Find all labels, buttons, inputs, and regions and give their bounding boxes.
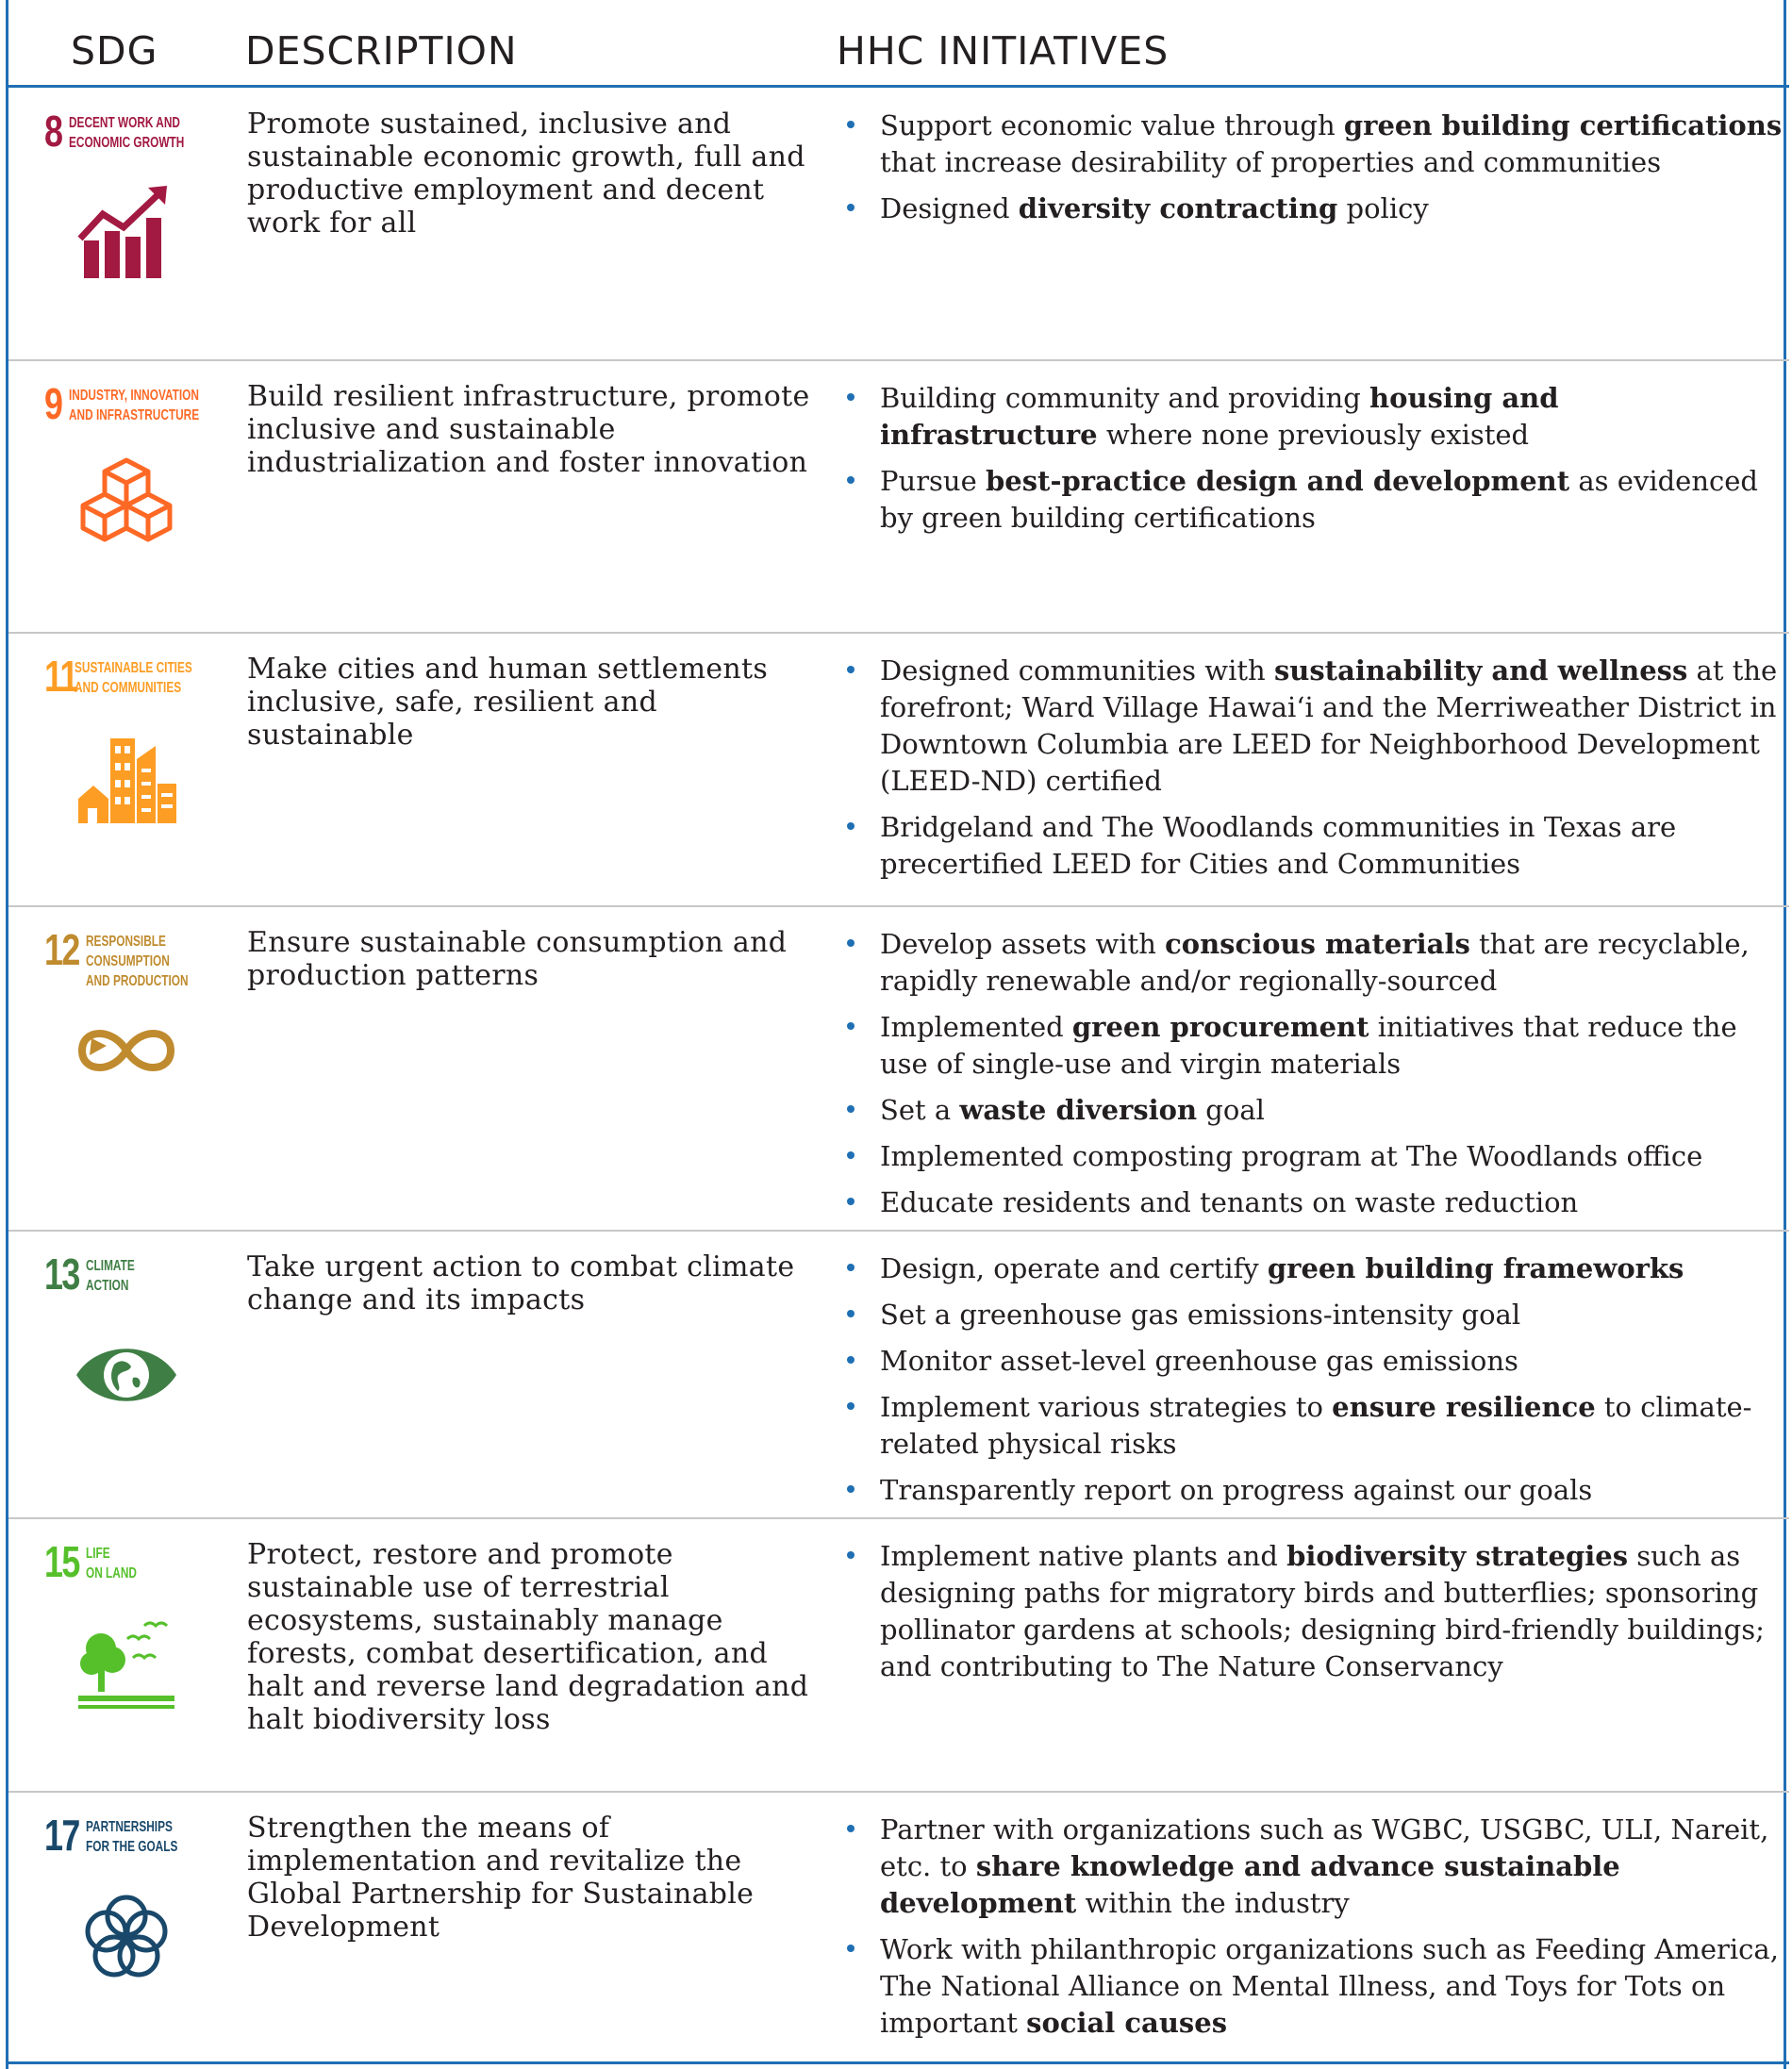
sdg-label-line: AND COMMUNITIES: [75, 680, 182, 696]
table-row: [8, 1232, 1789, 1519]
table-row: [8, 1793, 1789, 2064]
sdg-12-icon: [44, 925, 205, 1117]
initiatives-list: [842, 1250, 1785, 1518]
initiatives-list: [842, 108, 1785, 237]
sdg-label: [75, 658, 192, 698]
initiative-bullet: [842, 1092, 1785, 1129]
bullet-text: Transparently report on progress against our goals: [880, 1474, 1593, 1506]
header-description: DESCRIPTION: [245, 28, 518, 74]
sdg-label-line: AND PRODUCTION: [86, 973, 189, 989]
table-row: [8, 907, 1789, 1232]
sdg-number: 12: [44, 925, 79, 974]
initiatives-list: [842, 653, 1785, 892]
sdg-label: [69, 386, 199, 425]
sdg-description: Take urgent action to combat climate change and its impacts: [247, 1250, 795, 1316]
initiative-bullet: [842, 1184, 1785, 1221]
sdg-number: 8: [44, 107, 62, 156]
bullet-text: Set a: [880, 1094, 960, 1126]
initiative-bullet: [842, 190, 1785, 227]
bullet-text: Partner with organizations such as WGBC, USGBC, ULI, Nareit, etc. to: [880, 1813, 1769, 1882]
bullet-text: such as designing paths for migratory birds and butterflies; sponsoring pollinator gardens at schools; designing bird-friendly buildings; and contributing to The Nature Conservancy: [880, 1540, 1765, 1682]
bullet-emphasis: best-practice design and development: [986, 465, 1570, 497]
sdg-label-line: CONSUMPTION: [86, 953, 170, 969]
bullet-text: Support economic value through: [880, 109, 1344, 141]
table-row: [8, 89, 1789, 361]
bullet-emphasis: biodiversity strategies: [1286, 1540, 1629, 1572]
sdg-table: [6, 0, 1786, 2069]
initiatives-list: [842, 1812, 1785, 2051]
bullet-text: that are recyclable, rapidly renewable and/or regionally-sourced: [880, 928, 1750, 997]
initiative-bullet: [842, 1009, 1785, 1083]
table-row: [8, 1519, 1789, 1793]
initiatives-list: [842, 926, 1785, 1231]
sdg-description: Build resilient infrastructure, promote inclusive and sustainable industrialization and foster innovation: [247, 380, 810, 479]
sdg-label: [69, 113, 184, 153]
initiative-bullet: [842, 463, 1785, 537]
bullet-emphasis: ensure resilience: [1332, 1391, 1596, 1423]
sdg-label-line: CLIMATE: [86, 1258, 135, 1274]
bullet-text: Set a greenhouse gas emissions-intensity goal: [880, 1299, 1521, 1331]
bullet-emphasis: green building frameworks: [1267, 1252, 1684, 1284]
sdg-label: [86, 1817, 177, 1857]
initiative-bullet: [842, 926, 1785, 1000]
sdg-label: [86, 1544, 137, 1583]
earth-eye-icon: [75, 1323, 178, 1427]
sdg-description: Promote sustained, inclusive and sustainable economic growth, full and productive employment and decent work for all: [247, 108, 805, 240]
initiative-bullet: [842, 1250, 1785, 1287]
sdg-label: [86, 1256, 135, 1296]
bullet-text: Implemented: [880, 1011, 1072, 1043]
bullet-text: initiatives that reduce the use of single-use and virgin materials: [880, 1011, 1737, 1080]
initiative-bullet: [842, 653, 1785, 800]
bullet-emphasis: green building certifications: [1343, 109, 1783, 141]
initiatives-list: [842, 1538, 1785, 1695]
bullet-text: Pursue: [880, 465, 986, 497]
sdg-8-icon: [44, 109, 205, 298]
sdg-13-icon: [44, 1252, 205, 1441]
sdg-number: 9: [44, 379, 62, 428]
sdg-number: 11: [44, 652, 77, 701]
bullet-text: goal: [1197, 1094, 1265, 1126]
stacked-cubes-icon: [75, 453, 178, 556]
bullet-text: within the industry: [1076, 1887, 1350, 1919]
initiative-bullet: [842, 1472, 1785, 1509]
bullet-text: Monitor asset-level greenhouse gas emissions: [880, 1345, 1518, 1377]
bullet-emphasis: waste diversion: [959, 1094, 1198, 1126]
bullet-emphasis: share knowledge and advance sustainable development: [880, 1850, 1620, 1919]
bullet-text: Implement various strategies to: [880, 1391, 1333, 1423]
bullet-emphasis: conscious materials: [1165, 928, 1470, 960]
initiative-bullet: [842, 1538, 1785, 1685]
sdg-number: 13: [44, 1250, 79, 1299]
sdg-label-line: DECENT WORK AND: [69, 115, 180, 131]
tree-birds-icon: [75, 1611, 178, 1714]
bullet-text: as evidenced by green building certifications: [880, 465, 1758, 534]
header-sdg: SDG: [71, 28, 158, 74]
sdg-description: Strengthen the means of implementation and revitalize the Global Partnership for Sustainable Development: [247, 1812, 755, 1944]
bullet-text: Work with philanthropic organizations such as Feeding America, The National Alliance on Mental Illness, and Toys for Tots on important: [880, 1933, 1779, 2039]
bullet-text: Bridgeland and The Woodlands communities in Texas are precertified LEED for Cities and Communities: [880, 811, 1677, 880]
initiative-bullet: [842, 1343, 1785, 1380]
sdg-description: Make cities and human settlements inclusive, safe, resilient and sustainable: [247, 653, 769, 752]
bullet-text: Implemented composting program at The Woodlands office: [880, 1140, 1703, 1172]
initiative-bullet: [842, 1138, 1785, 1175]
bullet-text: at the forefront; Ward Village Hawai‘i and the Merriweather District in Downtown Columbia are LEED for Neighborhood Development (LEED-ND) certified: [880, 654, 1778, 797]
initiative-bullet: [842, 809, 1785, 883]
growth-chart-icon: [75, 180, 178, 284]
sdg-label-line: ECONOMIC GROWTH: [69, 135, 185, 151]
sdg-15-icon: [44, 1537, 205, 1729]
sdg-label-line: ON LAND: [86, 1565, 137, 1581]
initiative-bullet: [842, 1297, 1785, 1333]
initiatives-list: [842, 380, 1785, 546]
table-row: [8, 361, 1789, 634]
sdg-number: 15: [44, 1537, 79, 1586]
sdg-number: 17: [44, 1811, 79, 1860]
sdg-17-icon: [44, 1813, 205, 2002]
sdg-label-line: PARTNERSHIPS: [86, 1819, 173, 1835]
bullet-text: Implement native plants and: [880, 1540, 1287, 1572]
bullet-text: to climate-related physical risks: [880, 1391, 1752, 1460]
bullet-emphasis: social causes: [1026, 2007, 1228, 2039]
sdg-description: Protect, restore and promote sustainable use of terrestrial ecosystems, sustainably manage forests, combat desertification, and halt and reverse land degradation and halt biodiversity loss: [247, 1538, 809, 1736]
infinity-loop-icon: [75, 999, 178, 1102]
initiative-bullet: [842, 108, 1785, 181]
sdg-label-line: INDUSTRY, INNOVATION: [69, 388, 199, 404]
sdg-label: [86, 932, 189, 991]
sdg-9-icon: [44, 379, 205, 571]
sdg-description: Ensure sustainable consumption and production patterns: [247, 926, 788, 992]
sdg-label-line: SUSTAINABLE CITIES: [75, 660, 192, 676]
bullet-text: Building community and providing: [880, 382, 1370, 414]
initiative-bullet: [842, 1812, 1785, 1922]
bullet-emphasis: sustainability and wellness: [1273, 654, 1688, 687]
bullet-text: Design, operate and certify: [880, 1252, 1268, 1284]
table-header: [8, 0, 1789, 88]
bullet-text: Develop assets with: [880, 928, 1166, 960]
table-row: [8, 634, 1789, 907]
bullet-text: Educate residents and tenants on waste reduction: [880, 1186, 1579, 1218]
bullet-text: that increase desirability of properties and communities: [880, 146, 1662, 178]
sdg-label-line: RESPONSIBLE: [86, 934, 166, 950]
initiative-bullet: [842, 1931, 1785, 2042]
interlocking-rings-icon: [75, 1884, 178, 1988]
bullet-text: Designed communities with: [880, 654, 1274, 687]
bullet-text: policy: [1337, 192, 1429, 224]
initiative-bullet: [842, 1389, 1785, 1463]
bullet-emphasis: diversity contracting: [1018, 192, 1338, 224]
sdg-11-icon: [44, 654, 205, 843]
bullet-text: where none previously existed: [1097, 419, 1530, 451]
header-initiatives: HHC INITIATIVES: [837, 28, 1170, 74]
sdg-label-line: FOR THE GOALS: [86, 1839, 178, 1855]
initiative-bullet: [842, 380, 1785, 454]
city-buildings-icon: [75, 725, 178, 829]
sdg-label-line: LIFE: [86, 1546, 110, 1562]
bullet-emphasis: housing and infrastructure: [880, 382, 1559, 451]
sdg-label-line: ACTION: [86, 1278, 129, 1294]
sdg-label-line: AND INFRASTRUCTURE: [69, 407, 200, 423]
bullet-text: Designed: [880, 192, 1019, 224]
bullet-emphasis: green procurement: [1071, 1011, 1369, 1043]
